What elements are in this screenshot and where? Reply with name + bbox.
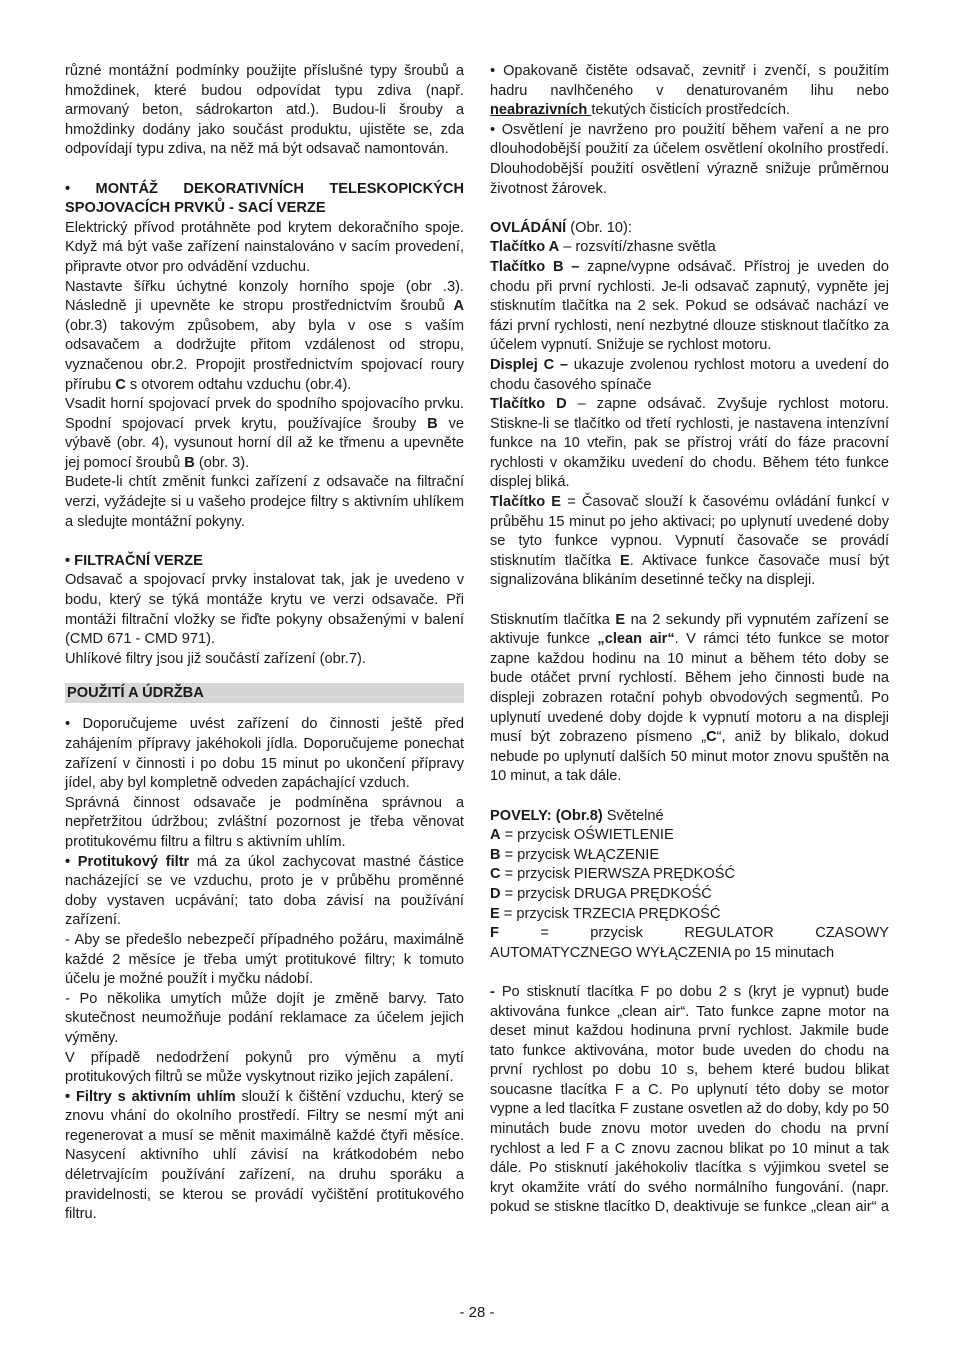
filter-version-change-paragraph: Budete-li chtít změnit funkci zařízení z odsavače na filtrační verzi, vyžádejte si u vašeho prodejce filtry s aktivním uhlíkem a sledujte montážní pokyny. [65,474,464,530]
fire-risk-paragraph: - Aby se předešlo nebezpečí případného požáru, maximálně každé 2 měsíce je třeba umýt protitukové filtry; k tomuto účelu je možné použít i myčku nádobí. [65,931,464,988]
page-number: - 28 - [459,1304,495,1321]
left-column [65,62,464,1225]
button-d-paragraph: Tlačítko D – zapne odsávač. Zvyšuje rychlost motoru. Stiskne-li se tlačítko od třetí rychlosti, je nastavena intenzívní funkce na 10 vteřin, pak se přístroj vrátí do fáze pracovní rychlosti v okamžiku uvedení do chodu. Během této funkce displej bliká. [490,396,889,491]
controls-heading: OVLÁDÁNÍ (Obr. 10): [490,219,632,236]
command-f: F = przycisk REGULATOR CZASOWY [490,925,889,942]
command-f-continued: AUTOMATYCZNEGO WYŁĄCZENIA po 15 minutach [490,944,835,961]
clean-air-paragraph: Stisknutím tlačítka E na 2 sekundy při vypnutém zařízení se aktivuje funkce „clean air“. V rámci této funkce se motor zapne každou hodinu na 10 minut a během této doby se bude otáčet první rychlostí. Během jeho činnosti bude na displeji zobrazen rotační pohyb obvodových segmentů. Po uplynutí uvedené doby dojde k vypnutí motoru a na displeji musí být zobrazeno písmeno „C“, aniž by blikalo, dokud nebude po uplynutí dalších 50 minut motor znovu spuštěn na 10 minut, a tak dále. [490,611,890,785]
clean-air-f-paragraph: - Po stisknutí tlacítka F po dobu 2 s (kryt je vypnut) bude aktivována funkce „clean air“. Tato funkce zapne motor na deset minut každou hodinuna první rychlost. Jakmile bude tato funkce aktivována, motor bude uveden do chodu na první rychlost po dobu 10 s, behem které budou blikat soucasne tlacítka F a C. Po uplynutí této doby se motor vypne a led tlacítka F zustane osvetlen až do doby, kdy po 50 minutách bude znovu motor uveden do chodu na první rychlost a led F a C znovu zacnou blikat po 10 minut a tak dále. Po stisknutí jakéhokoliv tlacítka s výjimkou svetel se kryt okamžite vrátí do svého normálního fungování. (napr. pokud se stiskne tlacítko D, deaktivuje se funkce „clean air“ a [490,983,889,1216]
cleaning-paragraph: • Opakovaně čistěte odsavač, zevnitř i zvenčí, s použitím hadru navlhčeného v denaturovaném lihu nebo neabrazivních tekutých čisticích prostředcích. [490,63,889,119]
electric-supply-paragraph: Elektrický přívod protáhněte pod krytem dekoračního spoje. Když má být vaše zařízení nainstalováno v sacím provedení, připravte otvor pro odvádění vzduchu. [65,219,464,275]
ignition-risk-paragraph: V případě nedodržení pokynů pro výměnu a mytí protitukových filtrů se může vyskytnout riziko jejich zapálení. [65,1049,464,1086]
usage-paragraph: • Doporučujeme uvést zařízení do činnosti ještě před zahájením přípravy jakéhokoli jídla. Doporučujeme ponechat zařízení v činnosti i po dobu 15 minut po ukončení přípravy jídel, aby byl kompletně odveden zapáchající vzduch. [65,716,464,792]
lighting-paragraph: • Osvětlení je navrženo pro použití během vaření a ne pro dlouhodobější použití za účelem osvětlení okolního prostředí. Dlouhodobější použití osvětlení výrazně snižuje průměrnou životnost žárovek. [490,121,889,197]
color-change-paragraph: - Po několika umytích může dojít je změně barvy. Tato skutečnost neumožňuje podání reklamace za účelem jejich výměny. [65,990,464,1046]
commands-heading: POVELY: (Obr.8) Světelné [490,807,664,824]
command-a: A = przycisk OŚWIETLENIE [490,827,674,844]
maintenance-paragraph: Správná činnost odsavače je podmíněna správnou a nepřetržitou údržbou; zvláštní pozornost je třeba věnovat protitukovému filtru a filtru s aktivním uhlím. [65,794,464,850]
telescopic-heading: • MONTÁŽ DEKORATIVNÍCH TELESKOPICKÝCH SPOJOVACÍCH PRVKŮ - SACÍ VERZE [65,180,464,217]
button-b-paragraph: Tlačítko B – zapne/vypne odsávač. Přístroj je uveden do chodu při první rychlosti. Je-li odsavač zapnutý, vypněte jej stisknutím tlačítka na 2 sek. Pokud se odsávač nachází ve fázi první rychlosti, není nezbytné dlouze stisknout tlačítko za účelem vypnutí. Snižuje se rychlost motoru. [490,258,889,354]
carbon-filter-paragraph: • Filtry s aktivním uhlím slouží k čištění vzduchu, který se znovu vhání do okolního prostředí. Filtry se nesmí mýt ani regenerovat a musí se měnit maximálně každé čtyři měsíce. Nasycení aktivního uhlí závisí na krátkodobém nebo déletrvajícím používání zařízení, na druhu sporáku a pravidelnosti, se kterou se provádí vyčištění protitukového filtru. [65,1088,465,1223]
carbon-filter-note: Uhlíkové filtry jsou již součástí zařízení (obr.7). [65,650,366,667]
display-c-paragraph: Displej C – ukazuje zvolenou rychlost motoru a uvedení do chodu časového spínače [490,356,889,393]
command-b: B = przycisk WŁĄCZENIE [490,846,660,863]
grease-filter-paragraph: • Protitukový filtr má za úkol zachycovat mastné částice nacházející se ve vzduchu, proto je v průběhu proměnné doby vystaven ucpávání; tato doba závisí na používání zařízení. [65,853,464,929]
intro-paragraph: různé montážní podmínky použijte příslušné typy šroubů a hmoždinek, které budou odpovídat typu zdiva (např. armovaný beton, sádrokarton atd.). Budou-li šrouby a hmoždinky dodány jako součást produktu, ujistěte se, zda odpovídají typu zdiva, na něž má být odsavač namontován. [65,63,464,158]
button-a-paragraph: Tlačítko A – rozsvítí/zhasne světla [490,239,716,256]
section-title-bar: POUŽITÍ A ÚDRŽBA [65,683,464,703]
connector-paragraph: Vsadit horní spojovací prvek do spodního spojovacího prvku. Spodní spojovací prvek krytu, používajíce šrouby B ve výbavě (obr. 4), vysunout horní díl až ke třmenu a upevněte jej pomocí šroubů B (obr. 3). [65,396,464,471]
filter-version-heading: • FILTRAČNÍ VERZE [65,552,203,569]
command-e: E = przycisk TRZECIA PRĘDKOŚĆ [490,905,721,922]
bracket-paragraph: Nastavte šířku úchytné konzoly horního spoje (obr .3). Následně ji upevněte ke stropu prostřednictvím šroubů A (obr.3) takovým způsobem, aby byla v ose s vaším odsavačem a dodržujte přitom vzdálenost od stropu, vyznačenou obr.2. Propojit prostřednictvím spojovací roury přírubu C s otvorem odtahu vzduchu (obr.4). [65,278,464,393]
button-e-paragraph: Tlačítko E = Časovač slouží k časovému ovládání funkcí v průběhu 15 minut po jeho aktivaci; po uplynutí uvedené doby se tyto funkce vypnou. Vypnutí časovače se provádí stisknutím tlačítka E. Aktivace funkce časovače musí být signalizována blikáním desetinné tečky na displeji. [490,494,890,589]
right-column [490,62,889,1218]
command-d: D = przycisk DRUGA PRĘDKOŚĆ [490,885,712,902]
filter-install-paragraph: Odsavač a spojovací prvky instalovat tak, jak je uvedeno v bodu, který se týká montáže krytu ve verzi odsavače. Při montáži filtrační vložky se řiďte pokyny obsaženými v balení (CMD 671 - CMD 971). [65,572,464,648]
command-c: C = przycisk PIERWSZA PRĘDKOŚĆ [490,866,736,883]
